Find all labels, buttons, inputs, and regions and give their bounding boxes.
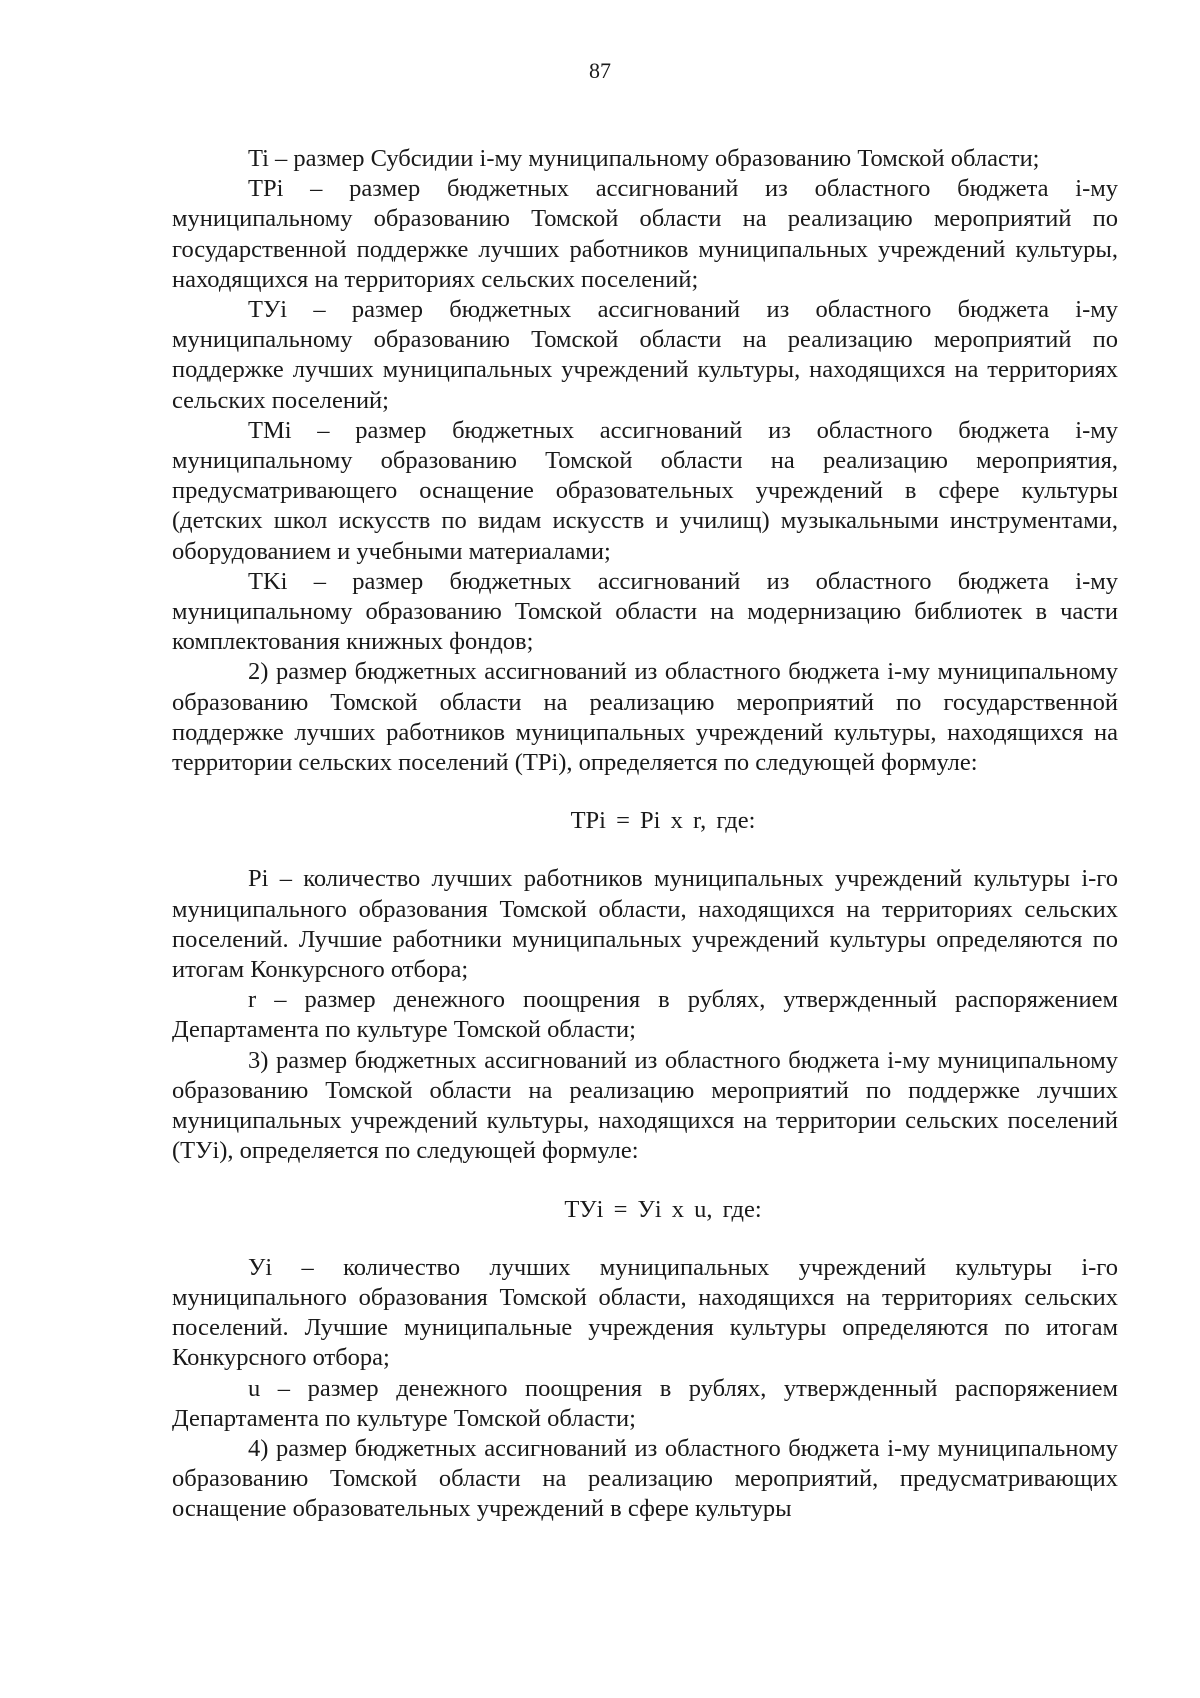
formula-tpi: TPi = Pi x r, где: (570, 807, 756, 835)
definition-pi: Pi – количество лучших работников муниципальных учреждений культуры i-го муниципального образования Томской области, находящихся на территориях сельских поселений. Лучшие работники муниципальных учреждений культуры определяются по итогам Конкурсного отбора; (172, 865, 1118, 984)
definition-ti: Ti – размер Субсидии i-му муниципальному образованию Томской области; (248, 145, 1040, 172)
page-number: 87 (589, 58, 611, 83)
definition-tki: TKi – размер бюджетных ассигнований из областного бюджета i-му муниципальному образованию Томской области на модернизацию библиотек в части комплектования книжных фондов; (172, 567, 1118, 656)
clause-3: 3) размер бюджетных ассигнований из областного бюджета i-му муниципальному образованию Томской области на реализацию мероприятий по поддержке лучших муниципальных учреждений культуры, находящихся на территории сельских поселений (TУi), определяется по следующей формуле: (172, 1046, 1118, 1165)
document-body (172, 144, 1118, 1525)
definition-u: u – размер денежного поощрения в рублях, утвержденный распоряжением Департамента по культуре Томской области; (172, 1374, 1118, 1432)
definition-r: r – размер денежного поощрения в рублях, утвержденный распоряжением Департамента по культуре Томской области; (172, 986, 1118, 1044)
clause-2: 2) размер бюджетных ассигнований из областного бюджета i-му муниципальному образованию Томской области на реализацию мероприятий по государственной поддержке лучших работников муниципальных учреждений культуры, находящихся на территории сельских поселений (TPi), определяется по следующей формуле: (172, 658, 1118, 777)
formula-tui: TУi = Уi x u, где: (564, 1195, 762, 1223)
definition-tpi: TPi – размер бюджетных ассигнований из областного бюджета i-му муниципальному образованию Томской области на реализацию мероприятий по государственной поддержке лучших работников муниципальных учреждений культуры, находящихся на территориях сельских поселений; (172, 175, 1118, 293)
clause-4: 4) размер бюджетных ассигнований из областного бюджета i-му муниципальному образованию Томской области на реализацию мероприятий, предусматривающих оснащение образовательных учреждений в сфере культуры (172, 1434, 1118, 1523)
definition-tmi: TMi – размер бюджетных ассигнований из областного бюджета i-му муниципальному образованию Томской области на реализацию мероприятия, предусматривающего оснащение образовательных учреждений в сфере культуры (детских школ искусств по видам искусств и училищ) музыкальными инструментами, оборудованием и учебными материалами; (172, 416, 1118, 565)
definition-tui: TУi – размер бюджетных ассигнований из областного бюджета i-му муниципальному образованию Томской области на реализацию мероприятий по поддержке лучших муниципальных учреждений культуры, находящихся на территориях сельских поселений; (172, 296, 1118, 414)
definition-ui: Уi – количество лучших муниципальных учреждений культуры i-го муниципального образования Томской области, находящихся на территориях сельских поселений. Лучшие муниципальные учреждения культуры определяются по итогам Конкурсного отбора; (172, 1253, 1118, 1372)
